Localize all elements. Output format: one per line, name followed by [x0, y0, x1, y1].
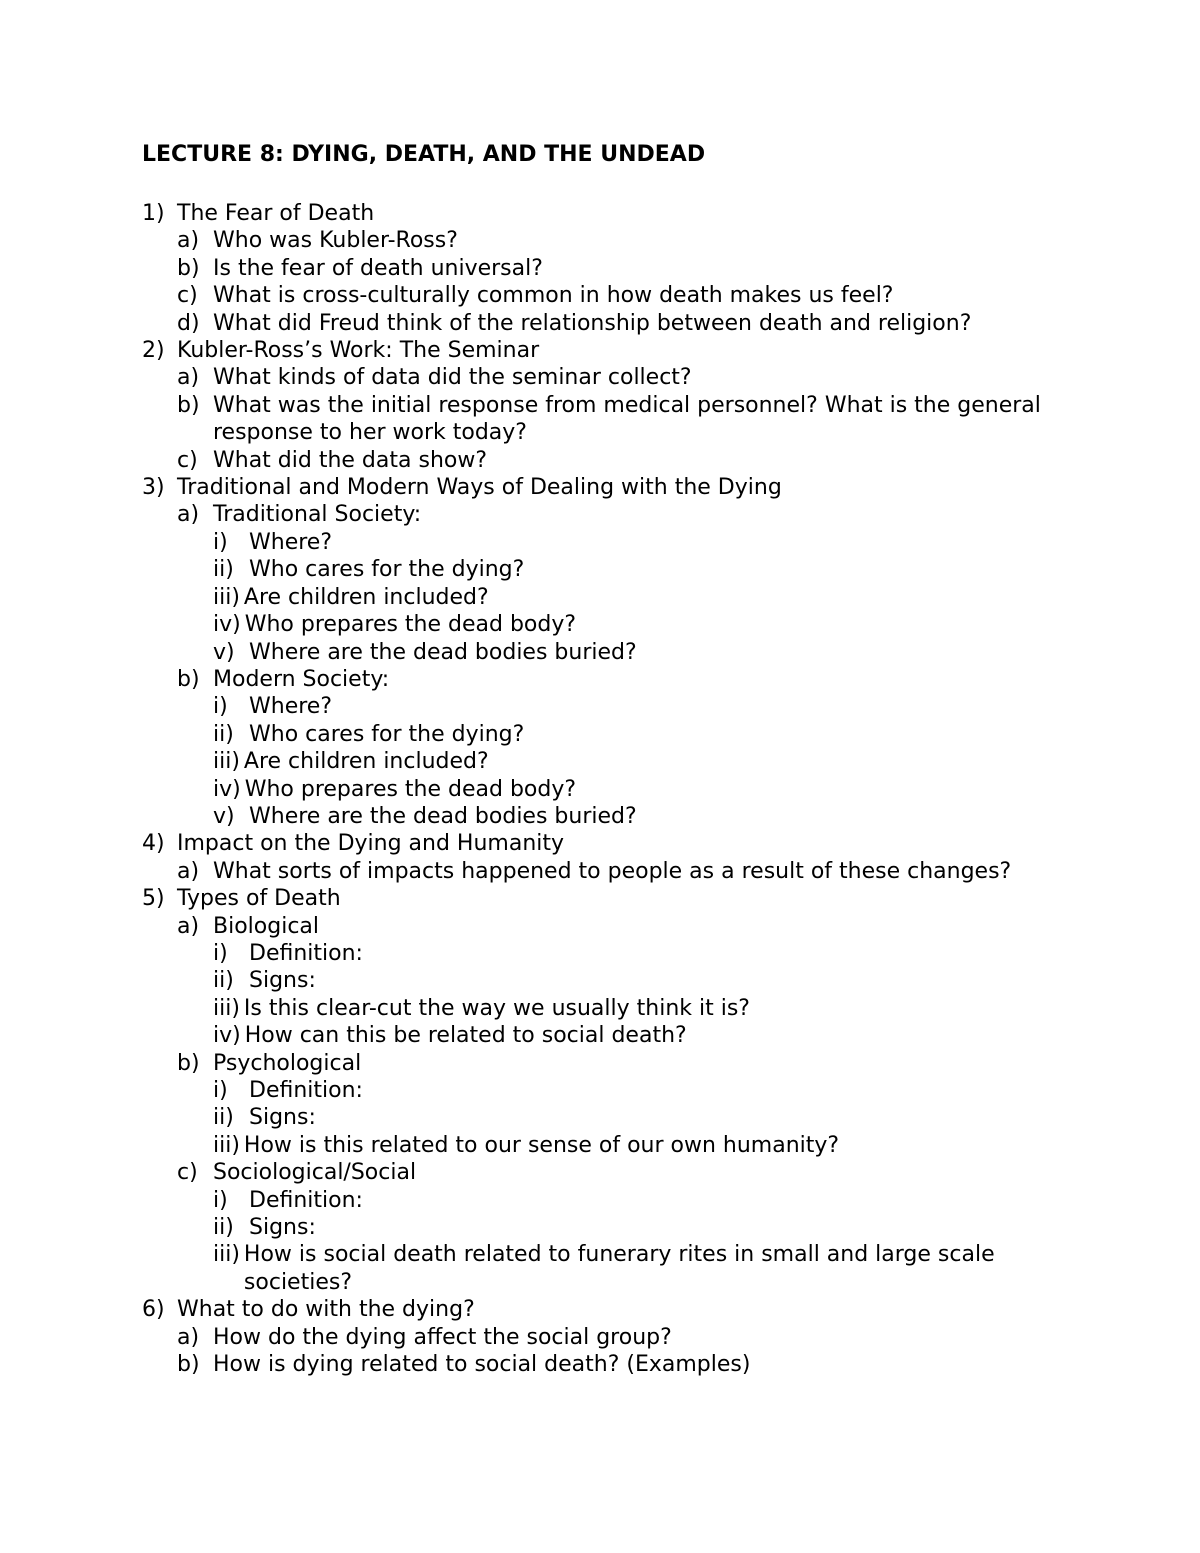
outline-item-marker: c): [177, 283, 198, 309]
outline-item-marker: iii): [213, 1132, 240, 1158]
outline-item-text: Where are the dead bodies buried?: [249, 803, 637, 829]
outline-item-text: Traditional Society:: [213, 502, 422, 528]
outline-item-text: What did Freud think of the relationship between death and religion?: [213, 310, 972, 336]
outline-item-level-2: [177, 447, 1080, 474]
outline-item-marker: iii): [213, 584, 240, 610]
outline-item-level-3: [213, 803, 1080, 830]
outline-item-marker: iv): [213, 1023, 241, 1049]
outline-item-text: Biological: [213, 913, 320, 939]
outline-item-level-3: [213, 995, 1080, 1022]
outline-item-text: What did the data show?: [213, 447, 488, 473]
outline-item-text: Are children included?: [243, 749, 489, 775]
outline-item-level-2: [177, 1159, 1080, 1186]
outline-item-marker: iii): [213, 749, 240, 775]
outline-item-text: Who cares for the dying?: [249, 721, 525, 747]
outline-item-text: What kinds of data did the seminar collect?: [213, 365, 692, 391]
outline-item-level-2: [177, 858, 1080, 885]
outline-item-text: How is social death related to funerary rites in small and large scale societies?: [243, 1242, 995, 1295]
outline-item-text: Signs:: [249, 1105, 316, 1131]
outline-item-level-2: [177, 666, 1080, 693]
outline-item-level-2: [177, 282, 1080, 309]
outline-item-marker: i): [213, 529, 228, 555]
outline-item-text: Signs:: [249, 1215, 316, 1241]
outline-item-level-3: [213, 556, 1080, 583]
outline-item-text: What sorts of impacts happened to people as a result of these changes?: [213, 858, 1012, 884]
outline-item-marker: ii): [213, 968, 234, 994]
outline-item-level-2: [177, 1050, 1080, 1077]
outline-item-marker: 5): [142, 886, 165, 912]
outline-item-level-2: [177, 227, 1080, 254]
outline-item-marker: iv): [213, 776, 241, 802]
outline-item-text: How can this be related to social death?: [244, 1023, 687, 1049]
outline-item-marker: a): [177, 858, 200, 884]
outline-item-level-2: [177, 913, 1080, 940]
lecture-outline: [142, 200, 1080, 1378]
outline-item-text: Who prepares the dead body?: [244, 612, 577, 638]
outline-item-level-3: [213, 584, 1080, 611]
outline-item-marker: ii): [213, 1215, 234, 1241]
outline-item-text: Sociological/Social: [213, 1160, 417, 1186]
outline-item-marker: c): [177, 1160, 198, 1186]
outline-item-level-1: [142, 885, 1080, 912]
outline-item-text: What to do with the dying?: [177, 1297, 475, 1323]
outline-item-text: Definition:: [249, 1078, 363, 1103]
outline-item-marker: iii): [213, 995, 240, 1021]
outline-item-level-2: [177, 364, 1080, 391]
outline-item-level-3: [213, 1022, 1080, 1049]
outline-item-marker: a): [177, 1324, 200, 1350]
outline-item-marker: ii): [213, 1105, 234, 1131]
outline-item-text: What is cross-culturally common in how death makes us feel?: [213, 283, 894, 309]
outline-item-marker: i): [213, 940, 228, 966]
outline-item-text: Psychological: [213, 1050, 362, 1076]
outline-item-level-1: [142, 337, 1080, 364]
outline-item-marker: 1): [142, 201, 165, 226]
outline-item-text: Types of Death: [177, 886, 341, 912]
outline-item-text: Definition:: [249, 1187, 363, 1213]
outline-item-marker: a): [177, 913, 200, 939]
outline-item-marker: 4): [142, 831, 165, 857]
outline-item-level-2: [177, 1351, 1080, 1378]
outline-item-level-1: [142, 830, 1080, 857]
outline-item-text: Is this clear-cut the way we usually think it is?: [243, 995, 750, 1021]
outline-item-level-3: [213, 1132, 1080, 1159]
outline-item-level-2: [177, 501, 1080, 528]
outline-item-marker: i): [213, 694, 228, 720]
outline-item-level-1: [142, 1296, 1080, 1323]
outline-item-text: What was the initial response from medical personnel? What is the general response to her work today?: [213, 392, 1041, 446]
outline-item-marker: ii): [213, 557, 234, 583]
outline-item-text: How do the dying affect the social group?: [213, 1324, 672, 1350]
outline-item-level-3: [213, 1077, 1080, 1104]
outline-item-marker: b): [177, 666, 200, 692]
outline-item-text: How is dying related to social death? (Examples): [213, 1352, 751, 1378]
outline-item-marker: a): [177, 502, 200, 528]
outline-item-text: Where?: [249, 529, 333, 555]
outline-item-marker: c): [177, 447, 198, 473]
outline-item-level-3: [213, 1104, 1080, 1131]
outline-item-marker: i): [213, 1187, 228, 1213]
outline-item-marker: b): [177, 1050, 200, 1076]
outline-item-text: Modern Society:: [213, 666, 390, 692]
outline-item-marker: d): [177, 310, 200, 336]
outline-item-level-2: [177, 1324, 1080, 1351]
outline-item-level-2: [177, 310, 1080, 337]
outline-item-text: How is this related to our sense of our own humanity?: [243, 1132, 840, 1158]
outline-item-level-1: [142, 200, 1080, 227]
outline-item-level-3: [213, 611, 1080, 638]
outline-item-text: Signs:: [249, 968, 316, 994]
outline-item-level-2: [177, 255, 1080, 282]
outline-item-text: Where are the dead bodies buried?: [249, 639, 637, 665]
outline-item-marker: iv): [213, 612, 241, 638]
outline-item-marker: iii): [213, 1242, 240, 1268]
outline-item-level-3: [213, 940, 1080, 967]
outline-item-level-2: [177, 392, 1080, 447]
outline-item-marker: a): [177, 365, 200, 391]
outline-item-text: Kubler-Ross’s Work: The Seminar: [177, 338, 540, 364]
outline-item-marker: b): [177, 392, 200, 418]
outline-item-text: Are children included?: [243, 584, 489, 610]
outline-item-marker: a): [177, 228, 200, 254]
outline-item-text: Who was Kubler-Ross?: [213, 228, 458, 254]
outline-item-marker: i): [213, 1078, 228, 1103]
outline-item-text: Who cares for the dying?: [249, 557, 525, 583]
outline-item-marker: ii): [213, 721, 234, 747]
outline-item-level-1: [142, 474, 1080, 501]
outline-item-level-3: [213, 748, 1080, 775]
outline-item-level-3: [213, 1241, 1080, 1296]
outline-item-level-3: [213, 721, 1080, 748]
lecture-title: LECTURE 8: DYING, DEATH, AND THE UNDEAD: [142, 142, 706, 167]
outline-item-level-3: [213, 529, 1080, 556]
outline-item-text: Definition:: [249, 940, 363, 966]
outline-item-level-3: [213, 967, 1080, 994]
outline-item-text: Where?: [249, 694, 333, 720]
outline-item-text: The Fear of Death: [177, 201, 375, 226]
outline-item-marker: 2): [142, 338, 165, 364]
outline-item-level-3: [213, 1214, 1080, 1241]
outline-item-marker: b): [177, 255, 200, 281]
outline-item-marker: 3): [142, 475, 165, 501]
outline-item-marker: b): [177, 1352, 200, 1378]
outline-item-text: Who prepares the dead body?: [244, 776, 577, 802]
outline-item-level-3: [213, 1187, 1080, 1214]
outline-item-level-3: [213, 776, 1080, 803]
outline-item-marker: v): [213, 639, 235, 665]
outline-item-marker: 6): [142, 1297, 165, 1323]
outline-item-marker: v): [213, 803, 235, 829]
outline-item-text: Is the fear of death universal?: [213, 255, 543, 281]
outline-item-level-3: [213, 639, 1080, 666]
outline-item-level-3: [213, 693, 1080, 720]
outline-item-text: Traditional and Modern Ways of Dealing with the Dying: [177, 475, 782, 501]
outline-item-text: Impact on the Dying and Humanity: [177, 831, 565, 857]
